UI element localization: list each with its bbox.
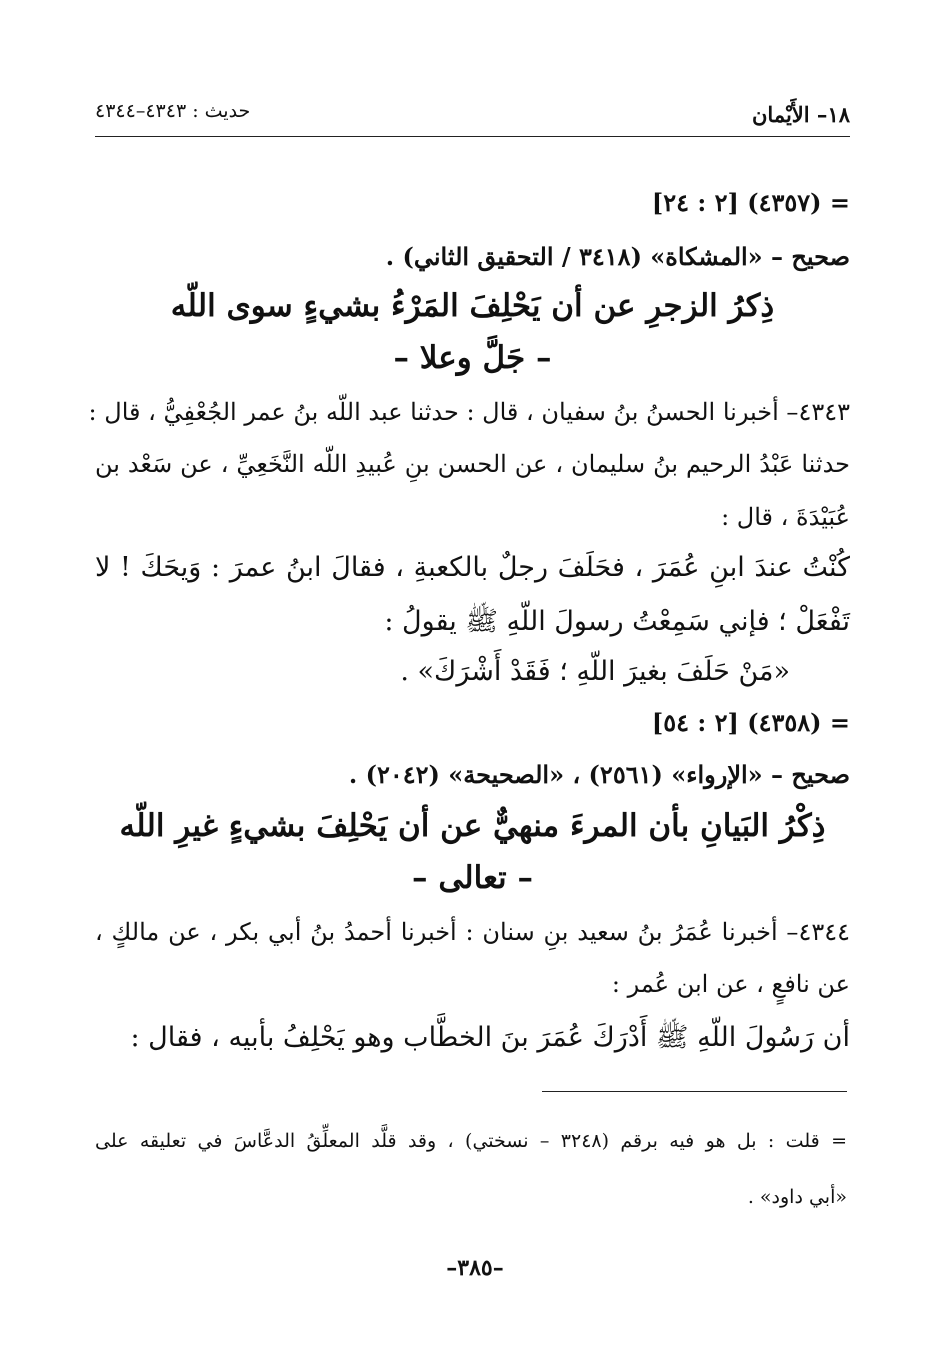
footnote-line: «أبي داود» .: [747, 1186, 847, 1208]
running-header: [95, 96, 850, 137]
hadith-range: حديث : ٤٣٤٣–٤٣٤٤: [95, 100, 251, 122]
hadith-text-line: ٤٣٤٤– أخبرنا عُمَرُ بنُ سعيد بنِ سنان : أخبرنا أحمدُ بنُ أبي بكر ، عن مالكٍ ،: [95, 918, 850, 946]
section-heading: ذِكرُ الزجرِ عن أن يَحْلِفَ المَرْءُ بشيءٍ سوى اللّه: [170, 288, 775, 324]
hadith-text-line: ٤٣٤٣– أخبرنا الحسنُ بنُ سفيان ، قال : حدثنا عبد اللّه بنُ عمر الجُعْفِيُّ ، قال :: [88, 398, 850, 426]
footnote-divider: [542, 1091, 847, 1092]
section-heading: ذِكْرُ البَيانِ بأن المرءَ منهيٌّ عن أن يَحْلِفَ بشيءٍ غيرِ اللّه: [119, 808, 826, 844]
hadith-text-line: تَفْعَلْ ؛ فإني سَمِعْتُ رسولَ اللّهِ ﷺ يقولُ :: [384, 606, 850, 637]
section-heading-subline: – تعالى –: [412, 860, 533, 896]
chapter-title: ١٨– الأَيْمان: [752, 102, 850, 127]
hadith-text-line: كُنْتُ عندَ ابنِ عُمَرَ ، فحَلَفَ رجلٌ بالكعبةِ ، فقالَ ابنُ عمرَ : وَيحَكَ ! لا: [95, 552, 850, 583]
grading-line: صحيح – «الإرواء» (٢٥٦١) ، «الصحيحة» (٢٠٤٢) .: [348, 760, 850, 789]
section-heading-subline: – جَلَّ وعلا –: [393, 340, 552, 376]
hadith-text-line: حدثنا عَبْدُ الرحيم بنُ سليمان ، عن الحسن بنِ عُبيدِ اللّه النَّخَعِيِّ ، عن سَعْد بن: [95, 450, 851, 478]
hadith-text-line: عن نافعٍ ، عن ابن عُمر :: [611, 970, 850, 998]
hadith-quote-line: «مَنْ حَلَفَ بغيرَ اللّهِ ؛ فَقَدْ أَشْرَكَ» .: [400, 656, 790, 687]
hadith-text-line: عُبَيْدَةَ ، قال :: [721, 503, 850, 531]
hadith-text-line: أن رَسُولَ اللّهِ ﷺ أَدْرَكَ عُمَرَ بنَ الخطَّاب وهو يَحْلِفُ بأبيه ، فقال :: [130, 1022, 850, 1053]
reference-line: = (٤٣٥٧) [٢ : ٢٤]: [651, 188, 850, 217]
page-number: –٣٨٥–: [446, 1255, 504, 1281]
reference-line: = (٤٣٥٨) [٢ : ٥٤]: [651, 708, 850, 737]
grading-line: صحيح – «المشكاة» (٣٤١٨ / التحقيق الثاني) .: [385, 242, 850, 271]
footnote-line: = قلت : بل هو فيه برقم (٣٢٤٨ – نسختي) ، وقد قلَّد المعلِّقُ الدعَّاسَ في تعليقه على: [95, 1130, 847, 1152]
